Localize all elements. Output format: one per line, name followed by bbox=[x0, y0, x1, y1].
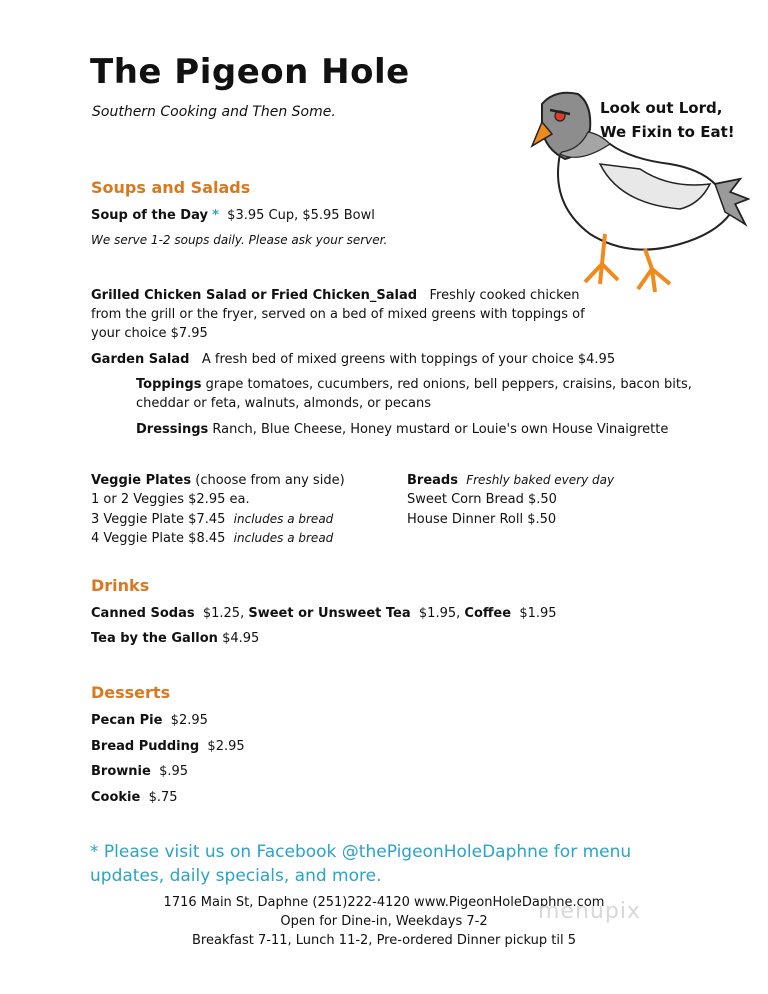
dessert-item bbox=[91, 762, 188, 781]
coffee-price: $1.95 bbox=[519, 606, 557, 621]
dressings-line bbox=[136, 420, 668, 439]
dessert-price: $2.95 bbox=[207, 739, 245, 754]
dessert-item bbox=[91, 737, 245, 756]
gallon-name: Tea by the Gallon bbox=[91, 631, 218, 646]
drinks-line-1 bbox=[91, 604, 557, 623]
chicken-salad-name: Grilled Chicken Salad or Fried Chicken_Salad bbox=[91, 288, 418, 303]
dessert-name: Pecan Pie bbox=[91, 713, 163, 728]
facebook-note: * Please visit us on Facebook @thePigeonHoleDaphne for menu updates, daily specials, and more. bbox=[90, 842, 632, 886]
soda-name: Canned Sodas bbox=[91, 606, 195, 621]
soup-note: We serve 1-2 soups daily. Please ask your server. bbox=[91, 233, 388, 247]
soup-name: Soup of the Day bbox=[91, 208, 208, 223]
tagline: Southern Cooking and Then Some. bbox=[92, 104, 336, 120]
dessert-item bbox=[91, 788, 178, 807]
veggie-label: Veggie Plates bbox=[91, 473, 192, 488]
veggie-header bbox=[91, 471, 345, 490]
speech-bubble bbox=[600, 96, 735, 144]
chicken-salad-desc: Freshly cooked chicken from the grill or the fryer, served on a bed of mixed greens with toppings of your choice $7.95 bbox=[91, 288, 585, 341]
footer-address: 1716 Main St, Daphne (251)222-4120 www.PigeonHoleDaphne.com bbox=[163, 895, 605, 910]
footer-hours-1: Open for Dine-in, Weekdays 7-2 bbox=[280, 914, 488, 929]
veggie-item-2-note: includes a bread bbox=[233, 512, 334, 526]
bread-item-1: Sweet Corn Bread $.50 bbox=[407, 492, 557, 507]
dessert-price: $2.95 bbox=[170, 713, 208, 728]
veggie-item-3-note: includes a bread bbox=[233, 531, 334, 545]
toppings-label: Toppings bbox=[136, 377, 202, 392]
garden-salad-item bbox=[91, 350, 615, 369]
chicken-salad-item bbox=[91, 286, 591, 343]
veggie-item-2 bbox=[91, 510, 333, 529]
breads-note: Freshly baked every day bbox=[466, 473, 615, 487]
dessert-item bbox=[91, 711, 208, 730]
dessert-price: $.75 bbox=[148, 790, 178, 805]
veggie-item-3-text: 4 Veggie Plate $8.45 bbox=[91, 531, 226, 546]
veggie-note: (choose from any side) bbox=[195, 473, 345, 488]
speech-line-2: We Fixin to Eat! bbox=[600, 123, 735, 141]
tea-price: $1.95, bbox=[418, 606, 461, 621]
garden-salad-name: Garden Salad bbox=[91, 352, 190, 367]
breads-header bbox=[407, 471, 614, 490]
footer-hours-2: Breakfast 7-11, Lunch 11-2, Pre-ordered Dinner pickup til 5 bbox=[192, 933, 576, 948]
drinks-heading: Drinks bbox=[91, 576, 150, 595]
dessert-name: Bread Pudding bbox=[91, 739, 200, 754]
soda-price: $1.25, bbox=[202, 606, 245, 621]
garden-salad-desc: A fresh bed of mixed greens with toppings of your choice $4.95 bbox=[201, 352, 616, 367]
soup-price: $3.95 Cup, $5.95 Bowl bbox=[227, 208, 375, 223]
dressings-text: Ranch, Blue Cheese, Honey mustard or Louie's own House Vinaigrette bbox=[212, 422, 669, 437]
desserts-heading: Desserts bbox=[91, 683, 171, 702]
restaurant-title: The Pigeon Hole bbox=[90, 52, 410, 92]
veggie-item-2-text: 3 Veggie Plate $7.45 bbox=[91, 512, 226, 527]
veggie-item-1: 1 or 2 Veggies $2.95 ea. bbox=[91, 492, 250, 507]
toppings-line bbox=[136, 375, 696, 413]
drinks-line-2 bbox=[91, 629, 259, 648]
dressings-label: Dressings bbox=[136, 422, 209, 437]
soup-of-day-line bbox=[91, 206, 375, 225]
veggie-item-3 bbox=[91, 529, 333, 548]
dessert-name: Brownie bbox=[91, 764, 151, 779]
speech-line-1: Look out Lord, bbox=[600, 99, 723, 117]
watermark: menupix bbox=[538, 899, 641, 924]
tea-name: Sweet or Unsweet Tea bbox=[248, 606, 411, 621]
dessert-name: Cookie bbox=[91, 790, 141, 805]
coffee-name: Coffee bbox=[464, 606, 512, 621]
gallon-price: $4.95 bbox=[222, 631, 260, 646]
bread-item-2: House Dinner Roll $.50 bbox=[407, 512, 557, 527]
breads-label: Breads bbox=[407, 473, 458, 488]
soup-star: * bbox=[212, 208, 219, 223]
toppings-text: grape tomatoes, cucumbers, red onions, bell peppers, craisins, bacon bits, cheddar or feta, walnuts, almonds, or pecans bbox=[136, 377, 692, 411]
soups-salads-heading: Soups and Salads bbox=[91, 178, 251, 197]
dessert-price: $.95 bbox=[159, 764, 189, 779]
